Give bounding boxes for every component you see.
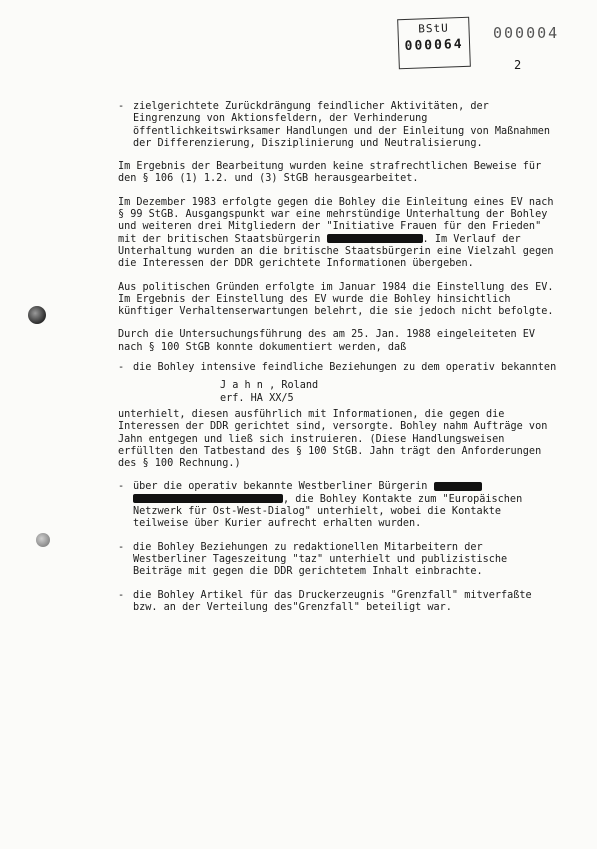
- paragraph-text: Im Dezember 1983 erfolgte gegen die Bohley die Einleitung eines EV nach § 99 StGB. Ausgangspunkt war eine mehrstündige Unterhaltung der Bohley und weiteren drei Mitgliedern der "Initiative Frauen für den Frieden" mit der britischen Staatsbürgerin: [118, 196, 554, 245]
- page-number: 2: [514, 58, 522, 72]
- bullet-item: [118, 362, 558, 405]
- document-body: [118, 101, 558, 614]
- paragraph: Aus politischen Gründen erfolgte im Januar 1984 die Einstellung des EV. Im Ergebnis der Einstellung des EV wurde die Bohley hinsichtlich künftiger Verhaltenserwartungen belehrt, die sie jedoch nicht befolgte.: [118, 281, 554, 318]
- bullet-text: , die Bohley Kontakte zum "Europäischen Netzwerk für Ost-West-Dialog" unterhielt, wobei die Kontakte teilweise über Kurier aufrecht erhalten wurden.: [133, 493, 523, 530]
- archive-stamp: [397, 17, 471, 69]
- bullet-dash: -: [118, 541, 125, 553]
- bullet-dash: -: [118, 589, 125, 601]
- person-block: [133, 380, 558, 405]
- bullet-dash: -: [118, 481, 125, 493]
- stamp-label: BStU: [418, 21, 449, 36]
- bullet-text: die Bohley intensive feindliche Beziehungen zu dem operativ bekannten: [133, 362, 557, 374]
- bullet-text: die Bohley Artikel für das Druckerzeugnis "Grenzfall" mitverfaßte bzw. an der Verteilung des"Grenzfall" beteiligt war.: [133, 589, 532, 613]
- redaction-bar: [133, 494, 283, 503]
- bullet-text: die Bohley Beziehungen zu redaktionellen Mitarbeitern der Westberliner Tageszeitung "taz" unterhielt und publizistische Beiträge mit gegen die DDR gerichtetem Inhalt einbrachte.: [133, 541, 508, 578]
- bullet-item: [118, 590, 558, 615]
- bullet-item: [118, 481, 558, 530]
- paragraph-text: . Im Verlauf der Unterhaltung wurden an die britische Staatsbürgerin eine Vielzahl gegen die Interessen der DDR gerichtete Informationen übergeben.: [118, 233, 554, 270]
- stamp-number: 000064: [404, 36, 464, 55]
- paragraph: [118, 197, 558, 271]
- punch-hole: [28, 306, 46, 324]
- paragraph: unterhielt, diesen ausführlich mit Informationen, die gegen die Interessen der DDR gerichtet sind, versorgte. Bohley nahm Aufträge von Jahn entgegen und ließ sich instruieren. (Diese Handlungsweisen erfüllten den Tatbestand des § 100 StGB. Jahn trägt den Anforderungen des § 100 Rechnung.): [118, 408, 548, 470]
- paragraph: Im Ergebnis der Bearbeitung wurden keine strafrechtlichen Beweise für den § 106 (1) 1.2. und (3) StGB herausgearbeitet.: [118, 161, 542, 185]
- registration-note: erf. HA XX/5: [220, 392, 294, 404]
- bullet-text: zielgerichtete Zurückdrängung feindlicher Aktivitäten, der Eingrenzung von Aktionsfeldern, der Verhinderung öffentlichkeitswirksamer Handlungen und der Einleitung von Maßnahmen der Differenzierung, Disziplinierung und Neutralisierung.: [133, 101, 551, 149]
- punch-hole: [36, 533, 50, 547]
- bullet-text: über die operativ bekannte Westberliner Bürgerin: [133, 481, 428, 493]
- bullet-dash: -: [118, 101, 125, 112]
- redaction-bar: [434, 482, 482, 491]
- document-number: 000004: [493, 24, 560, 42]
- paragraph: Durch die Untersuchungsführung des am 25. Jan. 1988 eingeleiteten EV nach § 100 StGB konnte dokumentiert werden, daß: [118, 329, 536, 353]
- bullet-dash: -: [118, 362, 125, 374]
- redaction-bar: [327, 234, 423, 243]
- bullet-intro: [118, 101, 558, 150]
- bullet-item: [118, 542, 558, 579]
- person-name: J a h n , Roland: [220, 380, 319, 392]
